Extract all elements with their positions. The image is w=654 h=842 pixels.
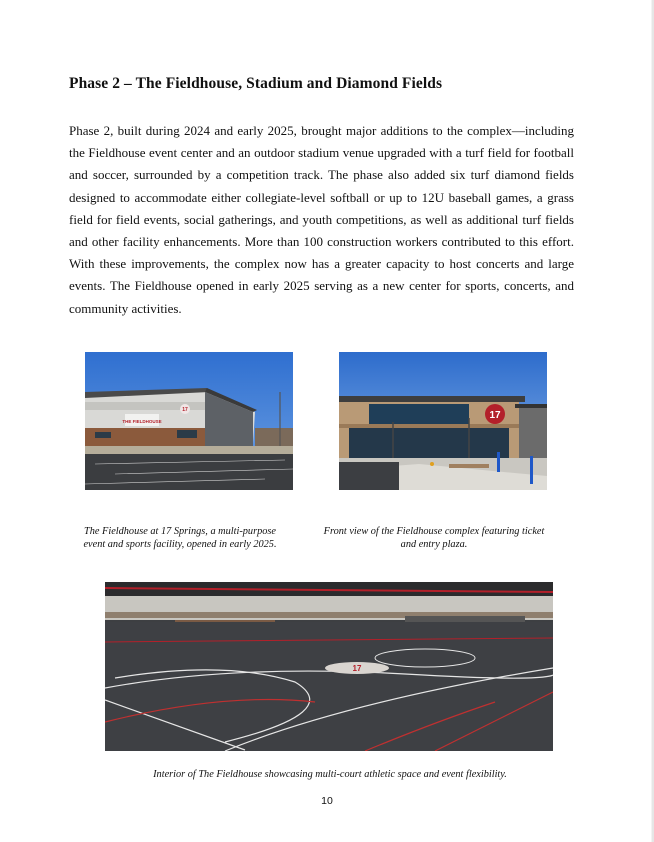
- fieldhouse-sign: THE FIELDHOUSE: [122, 419, 162, 424]
- entry-logo: 17: [489, 410, 501, 421]
- caption-entry-plaza: Front view of the Fieldhouse complex featuring ticket and entry plaza.: [323, 526, 545, 551]
- section-heading: Phase 2 – The Fieldhouse, Stadium and Diamond Fields: [69, 75, 443, 92]
- center-court-logo: 17: [352, 664, 362, 673]
- body-paragraph: Phase 2, built during 2024 and early 2025, brought major additions to the complex—including the Fieldhouse event center and an outdoor stadium venue upgraded with a turf field for football and soccer, surrounded by a competition track. The phase also added six turf diamond fields designed to accommodate either collegiate-level softball or up to 12U baseball games, a grass field for field events, social gatherings, and youth competitions, as well as additional turf fields and other facility enhancements. More than 100 construction workers contributed to this effort. With these improvements, the complex now has a greater capacity to host concerts and large events. The Fieldhouse opened in early 2025 serving as a new center for sports, concerts, and community activities.: [69, 123, 574, 316]
- entry-plaza-photo: [339, 352, 547, 490]
- building-logo: 17: [182, 407, 188, 413]
- caption-fieldhouse-exterior: The Fieldhouse at 17 Springs, a multi-purpose event and sports facility, opened in early 2025.: [83, 526, 277, 551]
- fieldhouse-interior-photo: [105, 582, 553, 751]
- fieldhouse-exterior-photo: [85, 352, 293, 490]
- caption-interior: Interior of The Fieldhouse showcasing multi-court athletic space and event flexibility.: [153, 769, 507, 780]
- page-number: 10: [321, 795, 333, 807]
